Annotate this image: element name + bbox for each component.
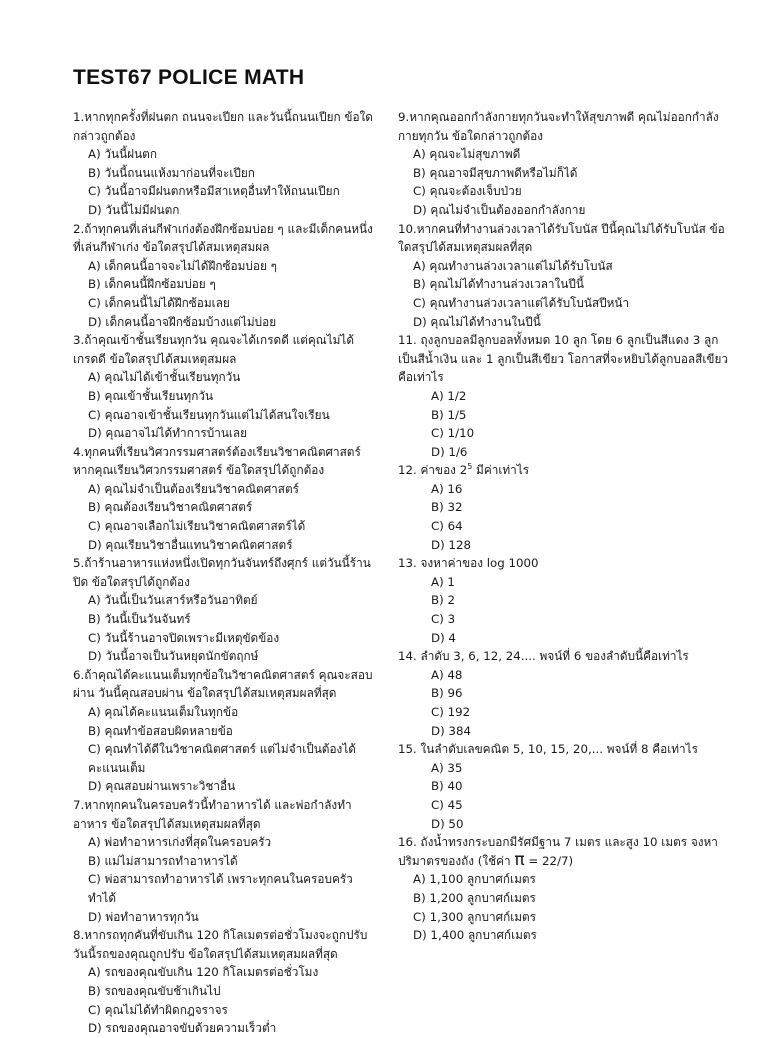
question-4 [73,443,373,555]
question-11 [398,331,728,461]
option-c: C) 1/10 [431,426,475,441]
option-d: D) คุณไม่จำเป็นต้องออกกำลังกาย [413,202,586,217]
question-6 [73,666,373,796]
option-b: B) คุณเข้าชั้นเรียนทุกวัน [88,388,214,403]
option-c: C) พ่อสามารถทำอาหารได้ เพราะทุกคนในครอบครัวทำได้ [88,872,353,905]
right-column [398,108,728,945]
option-b: B) 40 [431,779,463,794]
question-16 [398,833,728,945]
option-a: A) คุณไม่จำเป็นต้องเรียนวิชาคณิตศาสตร์ [88,481,300,496]
option-d: D) วันนี้ไม่มีฝนตก [88,202,180,217]
option-b: B) คุณอาจมีสุขภาพดีหรือไม่ก็ได้ [413,165,578,180]
option-b: B) คุณทำข้อสอบผิดหลายข้อ [88,723,233,738]
question-1 [73,108,373,220]
option-b: B) 2 [431,593,455,608]
option-b: B) คุณต้องเรียนวิชาคณิตศาสตร์ [88,500,253,515]
question-text-after: = 22/7) [524,853,574,868]
option-a: A) คุณได้คะแนนเต็มในทุกข้อ [88,705,239,719]
option-a: A) 48 [431,667,463,682]
pi-symbol: π [514,849,525,870]
option-d: D) 50 [431,816,464,831]
question-10 [398,220,728,332]
question-text-before: 16. ถังน้ำทรงกระบอกมีรัศมีฐาน 7 เมตร และสูง 10 เมตร จงหาปริมาตรของถัง (ใช้ค่า [398,835,718,868]
option-c: C) คุณไม่ได้ทำผิดกฎจราจร [88,1002,228,1017]
question-7 [73,796,373,926]
option-c: C) 64 [431,519,463,534]
question-text [398,833,728,870]
option-d: D) วันนี้อาจเป็นวันหยุดนักขัตฤกษ์ [88,649,259,664]
question-text: 9.หากคุณออกกำลังกายทุกวันจะทำให้สุขภาพดี คุณไม่ออกกำลังกายทุกวัน ข้อใดกล่าวถูกต้อง [398,110,719,143]
option-c: C) 3 [431,612,456,627]
option-d: D) 128 [431,537,471,552]
option-a: A) เด็กคนนี้อาจจะไม่ได้ฝึกซ้อมบ่อย ๆ [88,258,277,273]
option-b: B) วันนี้เป็นวันจันทร์ [88,612,191,627]
option-c: C) 45 [431,797,463,812]
option-b: B) 96 [431,686,463,701]
question-text: 1.หากทุกครั้งที่ฝนตก ถนนจะเปียก และวันนี้ถนนเปียก ข้อใดกล่าวถูกต้อง [73,110,373,143]
option-c: C) คุณจะต้องเจ็บป่วย [413,184,522,199]
question-3 [73,331,373,443]
question-text: 11. ถุงลูกบอลมีลูกบอลทั้งหมด 10 ลูก โดย 6 ลูกเป็นสีแดง 3 ลูกเป็นสีน้ำเงิน และ 1 ลูกเป็นสีเขียว โอกาสที่จะหยิบได้ลูกบอลสีเขียวคือเท่าไร [398,333,728,385]
left-column [73,108,373,1038]
power-exponent: 5 [467,462,473,472]
option-d: D) คุณสอบผ่านเพราะวิชาอื่น [88,779,236,794]
option-c: C) วันนี้ร้านอาจปิดเพราะมีเหตุขัดข้อง [88,630,280,645]
option-d: D) 4 [431,630,456,645]
option-a: A) 1/2 [431,388,467,403]
option-b: B) วันนี้ถนนแห้งมาก่อนที่จะเปียก [88,165,255,180]
option-b: B) รถของคุณขับช้าเกินไป [88,983,221,998]
option-b: B) แม่ไม่สามารถทำอาหารได้ [88,853,238,868]
option-a: A) วันนี้ฝนตก [88,147,157,162]
question-9 [398,108,728,220]
question-text: 8.หากรถทุกคันที่ขับเกิน 120 กิโลเมตรต่อชั่วโมงจะถูกปรับ วันนี้รถของคุณถูกปรับ ข้อใดสรุปได้สมเหตุสมผลที่สุด [73,928,368,961]
option-d: D) คุณไม่ได้ทำงานในปีนี้ [413,314,541,329]
option-d: D) รถของคุณอาจขับด้วยความเร็วต่ำ [88,1021,277,1036]
question-text: 13. จงหาค่าของ log 1000 [398,556,539,571]
question-text: 14. ลำดับ 3, 6, 12, 24.... พจน์ที่ 6 ของลำดับนี้คือเท่าไร [398,649,689,664]
question-13 [398,554,728,647]
option-b: B) 1,200 ลูกบาศก์เมตร [413,890,536,905]
option-a: A) รถของคุณขับเกิน 120 กิโลเมตรต่อชั่วโมง [88,965,319,980]
option-a: A) พ่อทำอาหารเก่งที่สุดในครอบครัว [88,835,272,850]
option-b: B) เด็กคนนี้ฝึกซ้อมบ่อย ๆ [88,277,216,292]
option-d: D) เด็กคนนี้อาจฝึกซ้อมบ้างแต่ไม่บ่อย [88,314,277,329]
question-text: 7.หากทุกคนในครอบครัวนี้ทำอาหารได้ และพ่อกำลังทำอาหาร ข้อใดสรุปได้สมเหตุสมผลที่สุด [73,797,352,831]
question-text: 4.ทุกคนที่เรียนวิศวกรรมศาสตร์ต้องเรียนวิชาคณิตศาสตร์ หากคุณเรียนวิศวกรรมศาสตร์ ข้อใดสรุปได้ถูกต้อง [73,444,361,478]
question-8 [73,926,373,1038]
option-c: C) เด็กคนนี้ไม่ได้ฝึกซ้อมเลย [88,295,230,310]
option-a: A) 16 [431,481,463,496]
power-base: 2 [459,463,468,478]
question-14 [398,647,728,740]
option-a: A) วันนี้เป็นวันเสาร์หรือวันอาทิตย์ [88,593,258,608]
question-2 [73,220,373,332]
question-12 [398,461,728,554]
question-15 [398,740,728,833]
option-b: B) 32 [431,500,463,515]
question-text: 3.ถ้าคุณเข้าชั้นเรียนทุกวัน คุณจะได้เกรดดี แต่คุณไม่ได้เกรดดี ข้อใดสรุปได้สมเหตุสมผล [73,333,355,366]
question-text: 10.หากคนที่ทำงานล่วงเวลาได้รับโบนัส ปีนี้คุณไม่ได้รับโบนัส ข้อใดสรุปได้สมเหตุสมผลที่สุด [398,221,725,255]
option-d: D) คุณเรียนวิชาอื่นแทนวิชาคณิตศาสตร์ [88,537,293,552]
option-d: D) 384 [431,723,471,738]
option-d: D) 1/6 [431,444,468,459]
option-a: A) 1 [431,574,455,589]
option-a: A) คุณจะไม่สุขภาพดี [413,147,521,162]
option-c: C) 192 [431,705,471,719]
option-d: D) คุณอาจไม่ได้ทำการบ้านเลย [88,426,248,441]
option-b: B) 1/5 [431,407,467,422]
option-a: A) คุณไม่ได้เข้าชั้นเรียนทุกวัน [88,370,241,385]
question-text: 15. ในลำดับเลขคณิต 5, 10, 15, 20,... พจน์ที่ 8 คือเท่าไร [398,742,698,757]
question-text [398,461,728,480]
option-a: A) 1,100 ลูกบาศก์เมตร [413,872,536,887]
option-c: C) คุณทำงานล่วงเวลาแต่ได้รับโบนัสปีหน้า [413,295,630,310]
question-text: 5.ถ้าร้านอาหารแห่งหนึ่งเปิดทุกวันจันทร์ถึงศุกร์ แต่วันนี้ร้านปิด ข้อใดสรุปได้ถูกต้อง [73,556,371,589]
option-c: C) คุณอาจเลือกไม่เรียนวิชาคณิตศาสตร์ได้ [88,519,306,534]
option-d: D) 1,400 ลูกบาศก์เมตร [413,928,537,943]
option-b: B) คุณไม่ได้ทำงานล่วงเวลาในปีนี้ [413,277,584,292]
page-title: TEST67 POLICE MATH [73,66,305,89]
option-c: C) คุณอาจเข้าชั้นเรียนทุกวันแต่ไม่ได้สนใจเรียน [88,407,330,422]
question-text: 6.ถ้าคุณได้คะแนนเต็มทุกข้อในวิชาคณิตศาสตร์ คุณจะสอบผ่าน วันนี้คุณสอบผ่าน ข้อใดสรุปได้สมเหตุสมผลที่สุด [73,667,373,701]
question-text-after: มีค่าเท่าไร [472,463,530,478]
option-d: D) พ่อทำอาหารทุกวัน [88,909,199,924]
option-c: C) 1,300 ลูกบาศก์เมตร [413,909,537,924]
option-a: A) 35 [431,760,463,775]
question-5 [73,554,373,666]
question-text-before: 12. ค่าของ [398,463,460,478]
option-c: C) วันนี้อาจมีฝนตกหรือมีสาเหตุอื่นทำให้ถนนเปียก [88,184,340,199]
option-a: A) คุณทำงานล่วงเวลาแต่ไม่ได้รับโบนัส [413,258,613,273]
option-c: C) คุณทำได้ดีในวิชาคณิตศาสตร์ แต่ไม่จำเป็นต้องได้คะแนนเต็ม [88,742,356,775]
question-text: 2.ถ้าทุกคนที่เล่นกีฬาเก่งต้องฝึกซ้อมบ่อย ๆ และมีเด็กคนหนึ่งที่เล่นกีฬาเก่ง ข้อใดสรุปได้สมเหตุสมผล [73,221,373,255]
